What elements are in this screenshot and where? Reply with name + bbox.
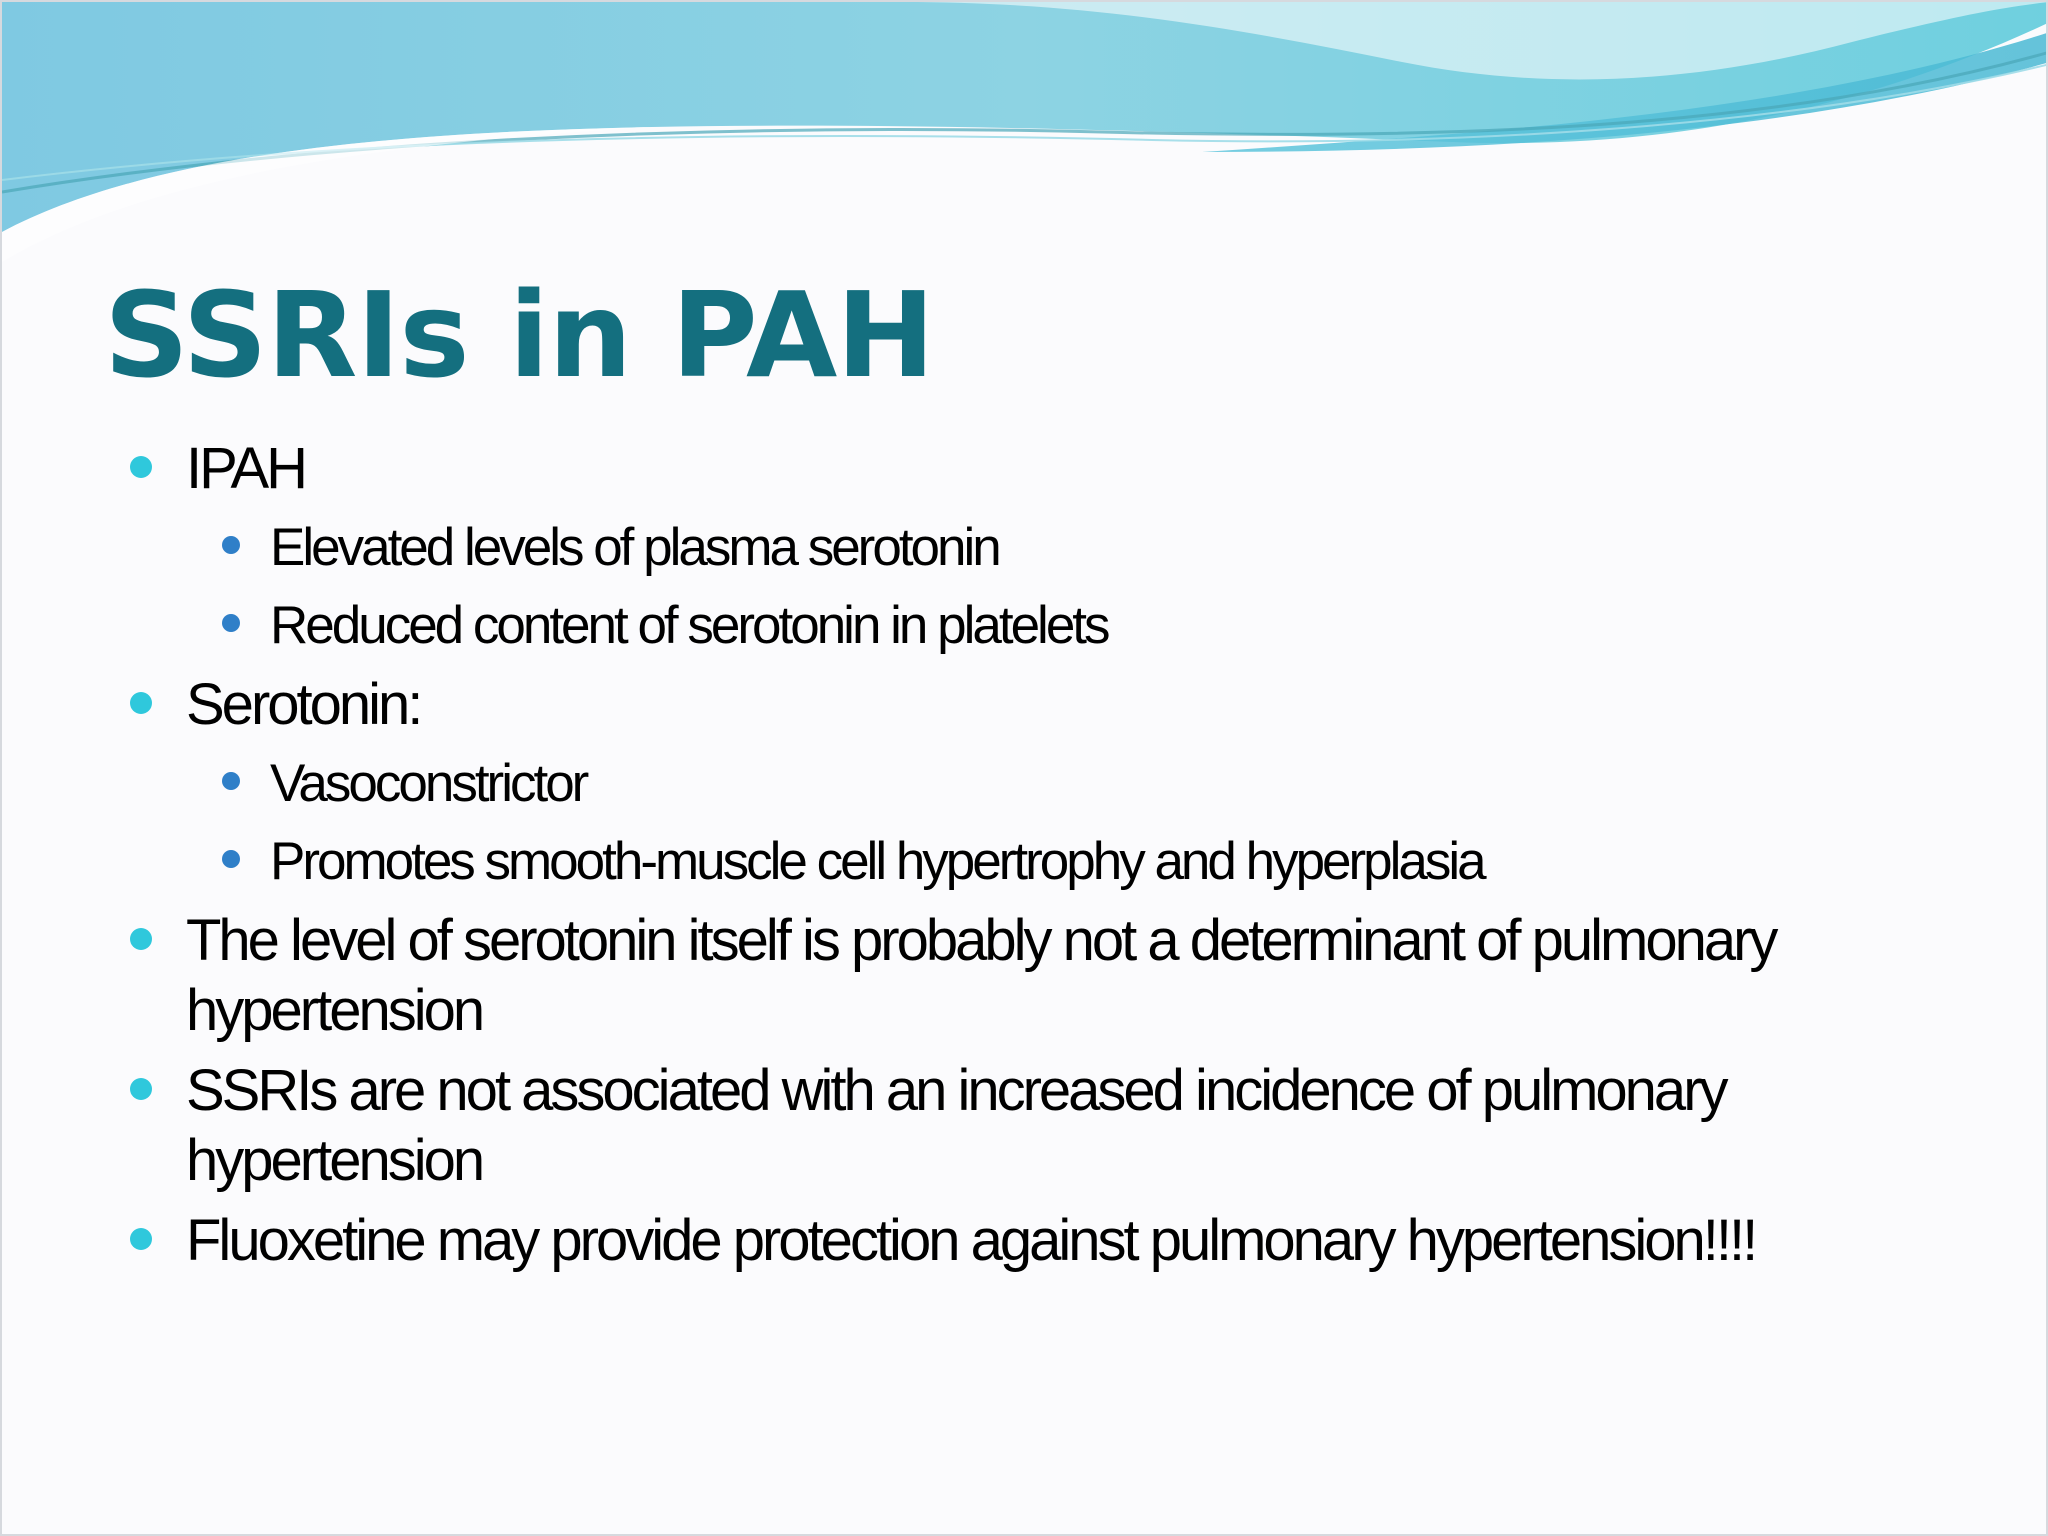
sub-bullet-dot-icon [222, 536, 240, 554]
sub-bullet-dot-icon [222, 772, 240, 790]
sub-bullet-text: Elevated levels of plasma serotonin [270, 518, 999, 577]
bullet-dot-icon [130, 692, 152, 714]
sub-bullet-item [126, 750, 1986, 818]
bullet-dot-icon [130, 1228, 152, 1250]
bullet-dot-icon [130, 928, 152, 950]
bullet-dot-icon [130, 456, 152, 478]
slide-title: SSRIs in PAH [104, 266, 935, 404]
bullet-text: Fluoxetine may provide protection against pulmonary hypertension!!!! [186, 1208, 1756, 1273]
sub-bullet-item [126, 514, 1986, 582]
bullet-text: The level of serotonin itself is probably not a determinant of pulmonary hypertension [186, 908, 1776, 1043]
sub-bullet-dot-icon [222, 614, 240, 632]
sub-bullet-text: Reduced content of serotonin in platelets [270, 596, 1108, 655]
bullet-dot-icon [130, 1078, 152, 1100]
bullet-text: SSRIs are not associated with an increased incidence of pulmonary hypertension [186, 1058, 1726, 1193]
bullet-text: Serotonin: [186, 672, 421, 737]
bullet-item-ssris [126, 1056, 1986, 1196]
header-wave-decoration [2, 2, 2048, 262]
sub-bullet-text: Vasoconstrictor [270, 754, 587, 813]
bullet-item-fluoxetine [126, 1206, 1986, 1276]
sub-bullet-text: Promotes smooth-muscle cell hypertrophy and hyperplasia [270, 832, 1484, 891]
bullet-list [126, 434, 1986, 1286]
bullet-text: IPAH [186, 436, 306, 501]
bullet-item-serotonin-level [126, 906, 1986, 1046]
sub-bullet-item [126, 592, 1986, 660]
sub-bullet-item [126, 828, 1986, 896]
bullet-item-serotonin [126, 670, 1986, 740]
sub-bullet-dot-icon [222, 850, 240, 868]
bullet-item-ipah [126, 434, 1986, 504]
